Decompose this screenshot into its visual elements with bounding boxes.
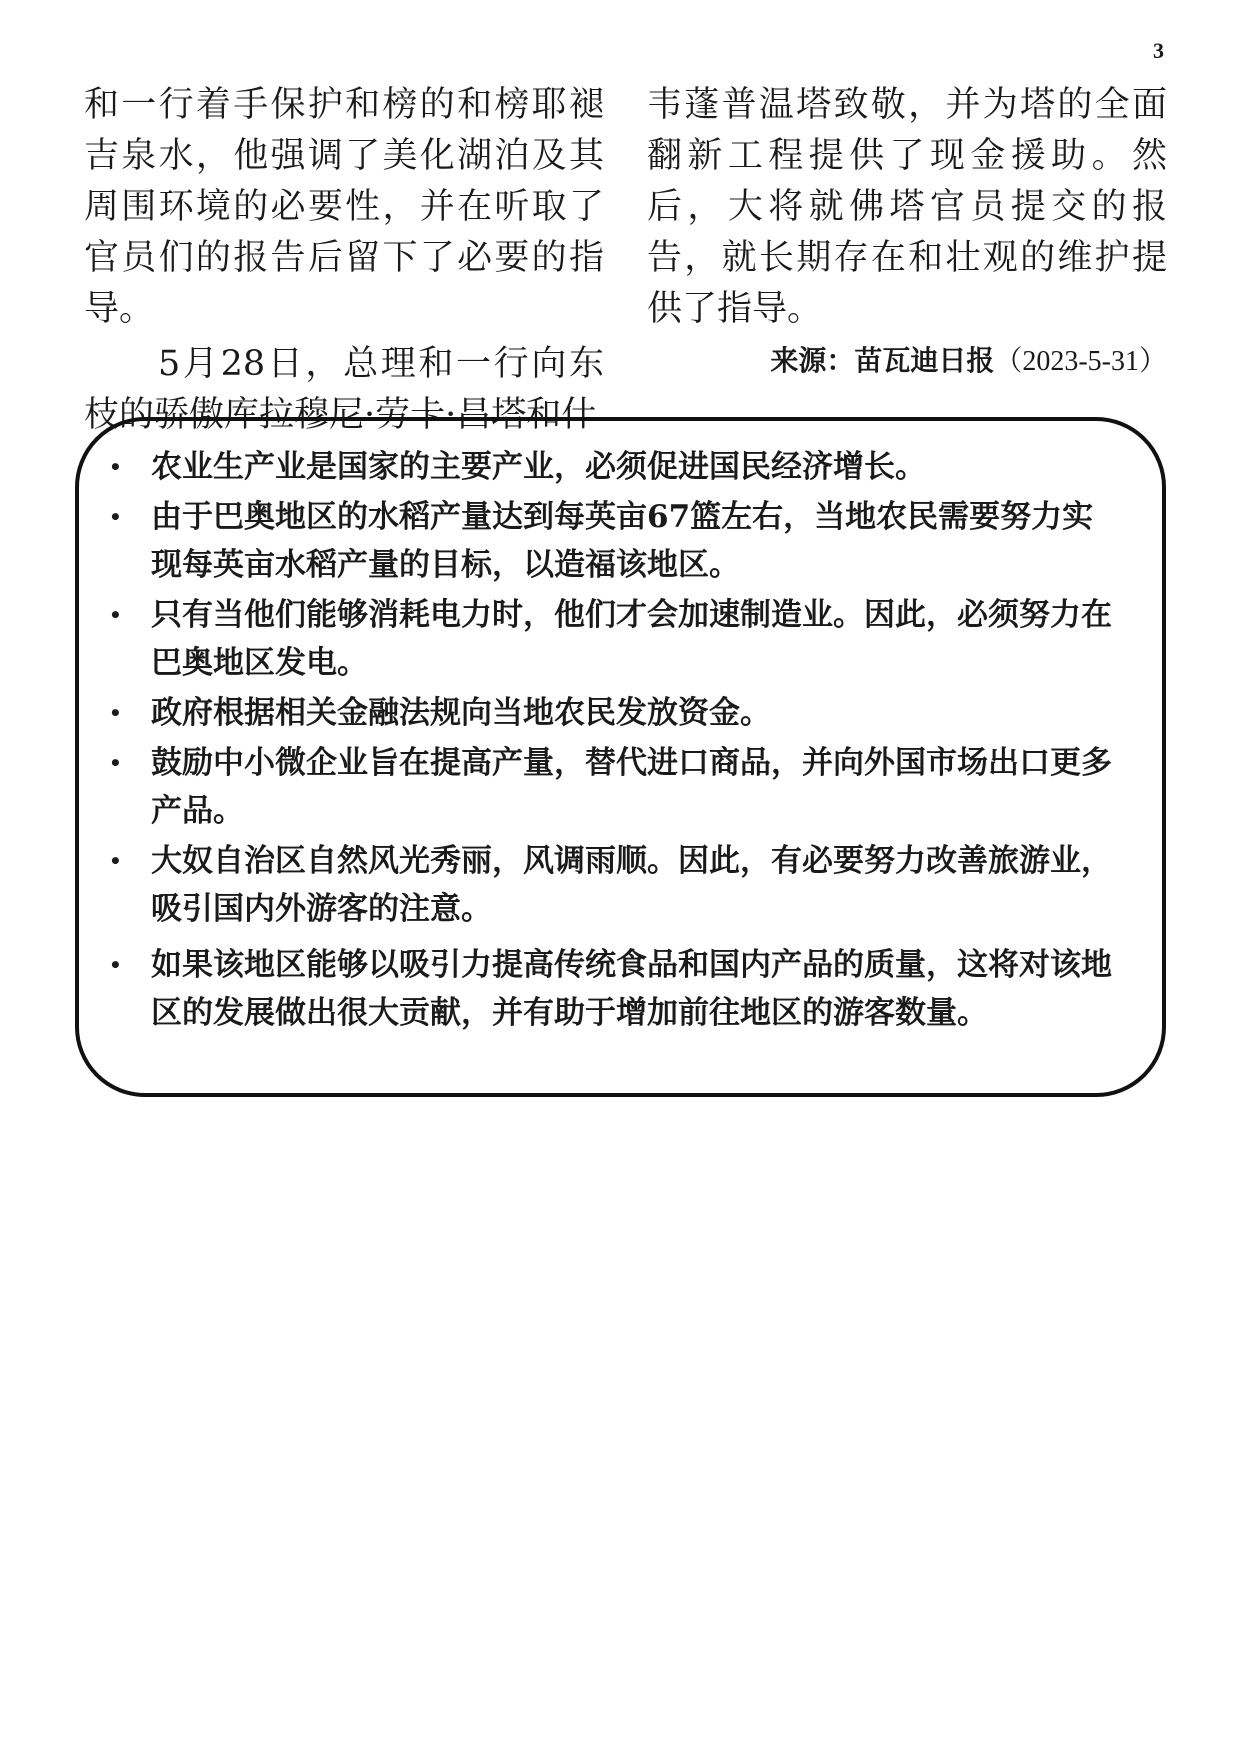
summary-item [107,837,1122,933]
summary-box [75,417,1166,1097]
article-paragraph: 韦蓬普温塔致敬，并为塔的全面翻新工程提供了现金援助。然后，大将就佛塔官员提交的报告，就长期存在和壮观的维护提供了指导。 [647,85,1167,329]
summary-item [107,739,1122,835]
article-left-column [84,80,604,441]
summary-item-text: 只有当他们能够消耗电力时，他们才会加速制造业。因此，必须努力在巴奥地区发电。 [151,597,1112,681]
source-date: （2023-5-31） [994,346,1167,377]
article-paragraph: 和一行着手保护和榜的和榜耶褪吉泉水，他强调了美化湖泊及其周围环境的必要性，并在听取了官员们的报告后留下了必要的指导。 [84,85,604,329]
article-source [647,341,1167,382]
bullet-icon: • [109,751,122,775]
bullet-icon: • [109,701,122,725]
summary-item-text: 如果该地区能够以吸引力提高传统食品和国内产品的质量，这将对该地区的发展做出很大贡献，并有助于增加前往地区的游客数量。 [151,947,1112,1031]
summary-item [107,591,1122,687]
summary-item [107,443,1122,491]
source-label: 来源：苗瓦迪日报 [770,344,995,377]
summary-item-text: 政府根据相关金融法规向当地农民发放资金。 [151,695,771,731]
bullet-icon: • [109,849,122,873]
article-right-column [647,80,1167,382]
bullet-icon: • [109,953,122,977]
bullet-icon: • [109,505,122,529]
article-paragraph: 5月28日，总理和一行向东枝的骄傲库拉穆尼·劳卡·昌塔和什 [84,344,604,435]
summary-item-text: 农业生产业是国家的主要产业，必须促进国民经济增长。 [151,449,926,485]
page-number: 3 [1153,38,1164,63]
summary-list [107,443,1122,1037]
summary-item [107,493,1122,589]
summary-item [107,689,1122,737]
bullet-icon: • [109,455,122,479]
summary-item [107,941,1122,1037]
summary-item-text: 鼓励中小微企业旨在提高产量，替代进口商品，并向外国市场出口更多产品。 [151,745,1112,829]
summary-item-text: 大奴自治区自然风光秀丽，风调雨顺。因此，有必要努力改善旅游业，吸引国内外游客的注意。 [151,843,1112,927]
bullet-icon: • [109,603,122,627]
summary-item-text: 由于巴奥地区的水稻产量达到每英亩67篮左右，当地农民需要努力实现每英亩水稻产量的目标，以造福该地区。 [151,499,1094,583]
